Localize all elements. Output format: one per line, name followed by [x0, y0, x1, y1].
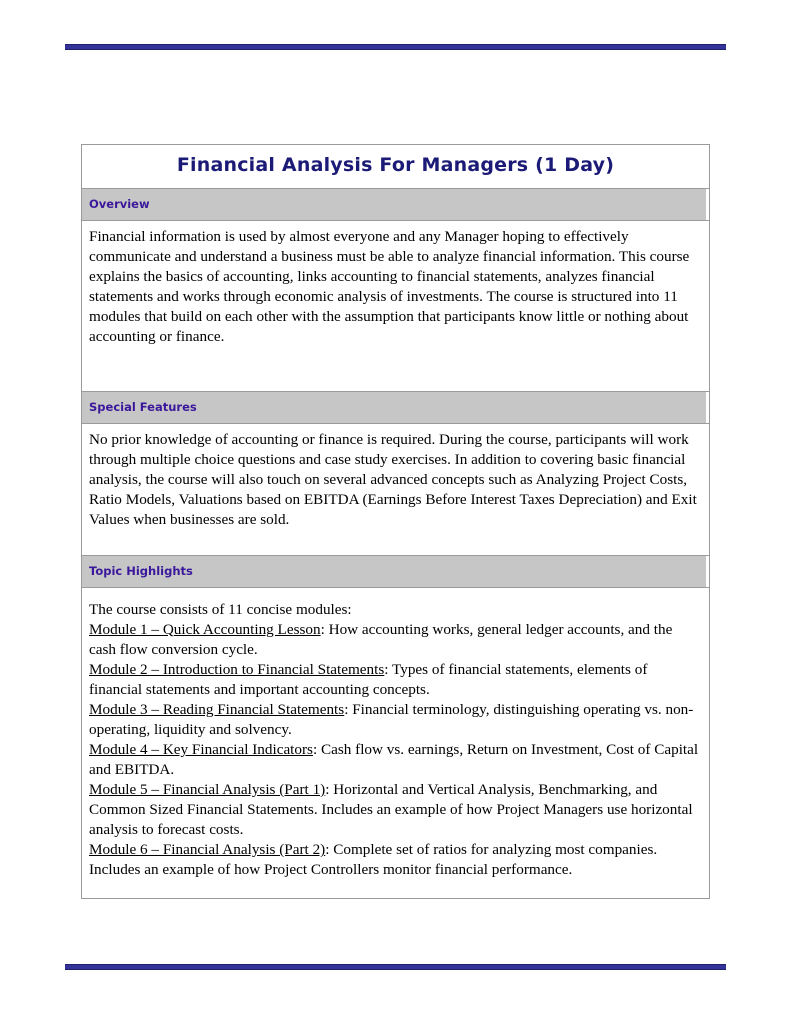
section-header-topic-highlights-inner: [82, 556, 709, 587]
topic-bottom-spacer: [89, 880, 701, 890]
section-header-topic-highlights-label: Topic Highlights: [89, 563, 193, 578]
topic-highlights-heading-row: [82, 555, 710, 587]
special-features-heading-row: [82, 392, 710, 424]
module-item: [89, 700, 701, 740]
header-rule-bar: [65, 44, 726, 50]
section-header-special-features-label: Special Features: [89, 400, 197, 415]
module-title: Module 1 – Quick Accounting Lesson: [89, 620, 321, 638]
module-description: : Complete set of ratios for analyzing most companies. Includes an example of how Project Controllers monitor financial performance.: [89, 841, 658, 879]
special-features-bottom-spacer: [89, 531, 701, 547]
page-title: Financial Analysis For Managers (1 Day): [176, 154, 615, 176]
overview-heading-row: [82, 188, 710, 220]
section-body-special-features: [82, 424, 710, 555]
title-cell: [82, 145, 710, 189]
section-header-overview-inner: [82, 189, 709, 220]
module-item: [89, 740, 701, 780]
section-body-topic-highlights: [82, 587, 710, 899]
title-row: [82, 145, 710, 189]
module-description: : Financial terminology, distinguishing operating vs. non-operating, liquidity and solvency.: [89, 700, 694, 738]
module-description: : Cash flow vs. earnings, Return on Investment, Cost of Capital and EBITDA.: [89, 740, 699, 779]
module-item: [89, 840, 701, 880]
section-header-topic-highlights: [82, 555, 710, 587]
overview-text: Financial information is used by almost everyone and any Manager hoping to effectively communicate and understand a business must be able to analyze financial information. This course explains the basics of accounting, links accounting to financial statements, analyzes financial statements and works through economic analysis of investments. The course is structured into 11 modules that build on each other with the assumption that participants know little or nothing about accounting or finance.: [89, 227, 690, 346]
footer-rule: [65, 964, 726, 970]
topic-highlights-content: [89, 600, 701, 881]
section-header-special-features: [82, 392, 710, 424]
section-header-overview: [82, 188, 710, 220]
special-features-body-row: [82, 424, 710, 555]
module-title: Module 4 – Key Financial Indicators: [89, 740, 313, 758]
special-features-text: No prior knowledge of accounting or finance is required. During the course, participants will work through multiple choice questions and case study exercises. In addition to covering basic financial analysis, the course will also touch on several advanced concepts such as Analyzing Project Costs, Ratio Models, Valuations based on EBITDA (Earnings Before Interest Taxes Depreciation) and Exit Values when businesses are sold.: [89, 431, 697, 529]
module-title: Module 6 – Financial Analysis (Part 2): [89, 841, 326, 859]
footer-rule-bar: [65, 964, 726, 970]
module-title: Module 5 – Financial Analysis (Part 1): [89, 781, 326, 799]
topic-highlights-body-row: [82, 587, 710, 899]
module-title: Module 3 – Reading Financial Statements: [89, 700, 345, 718]
module-description: : Types of financial statements, elements of financial statements and important accounting concepts.: [89, 660, 648, 698]
section-header-special-features-inner: [82, 392, 709, 423]
section-body-overview: [82, 220, 710, 391]
module-item: [89, 780, 701, 840]
course-description-table: [81, 144, 710, 899]
overview-bottom-spacer: [89, 347, 701, 383]
modules-intro: The course consists of 11 concise modules:: [89, 600, 352, 618]
section-header-overview-label: Overview: [89, 196, 150, 211]
header-rule: [65, 44, 726, 50]
module-item: [89, 620, 701, 660]
overview-body-row: [82, 220, 710, 391]
module-description: : How accounting works, general ledger accounts, and the cash flow conversion cycle.: [89, 620, 673, 658]
module-description: : Horizontal and Vertical Analysis, Benchmarking, and Common Sized Financial Statements. Includes an example of how Project Managers use horizontal analysis to forecast costs.: [89, 781, 693, 839]
module-title: Module 2 – Introduction to Financial Statements: [89, 660, 385, 678]
module-list: [89, 620, 701, 881]
module-item: [89, 660, 701, 700]
